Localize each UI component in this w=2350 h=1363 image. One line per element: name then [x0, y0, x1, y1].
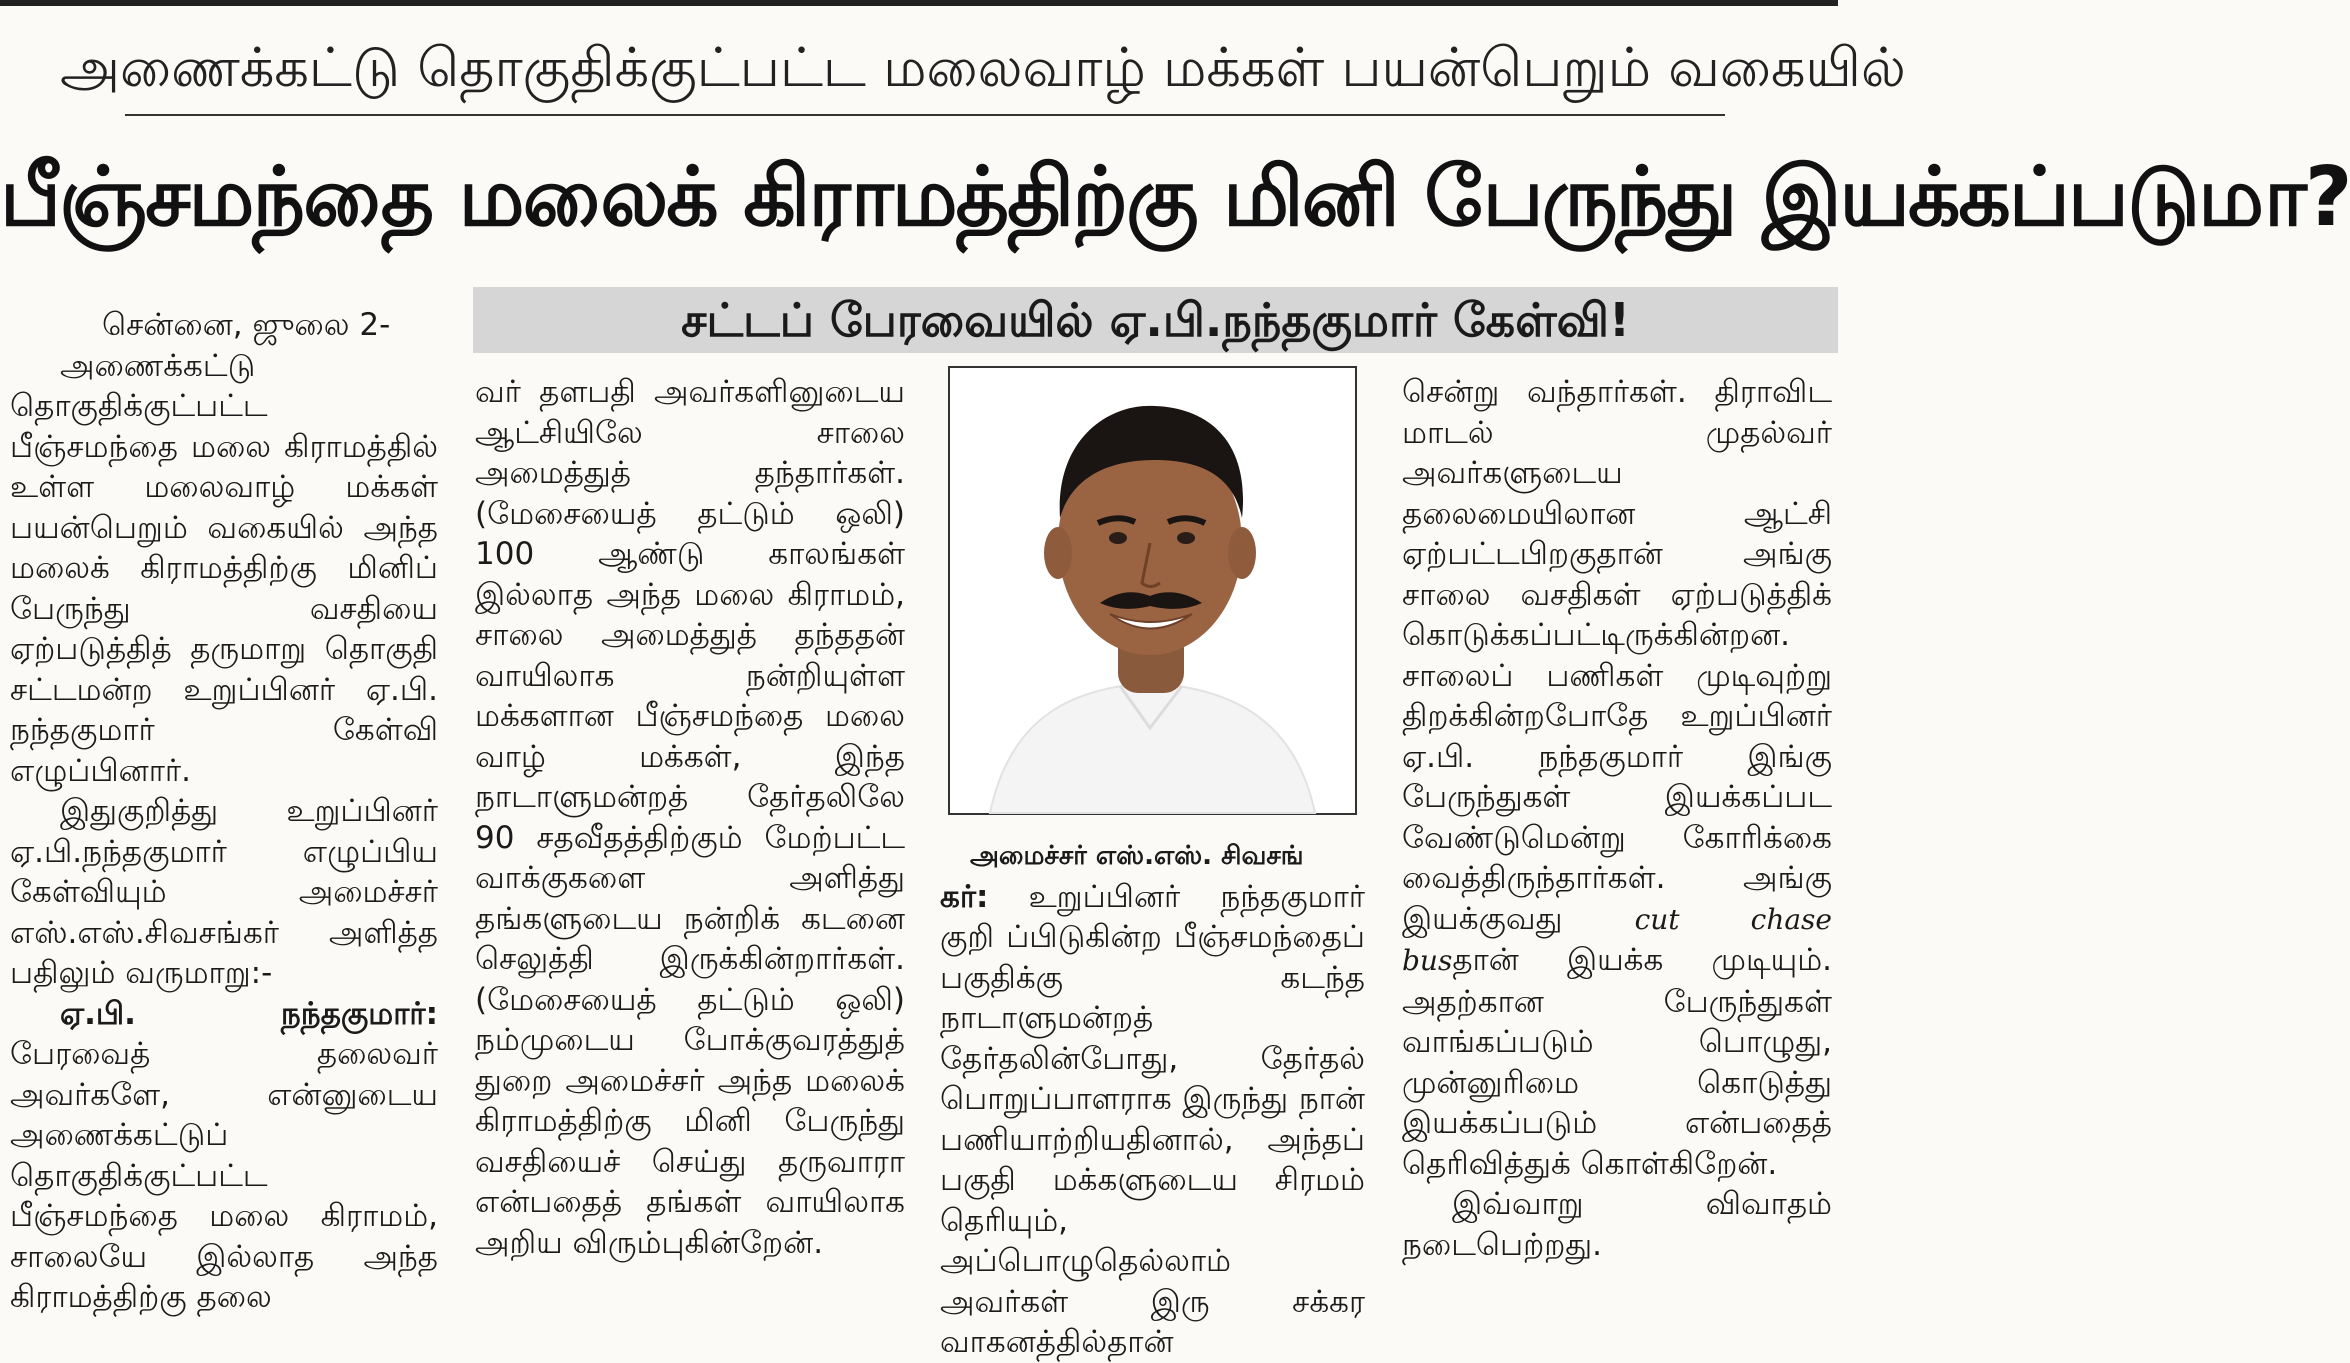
dateline: சென்னை, ஜுலை 2-: [102, 307, 391, 343]
latin-bus-term: cut chase bus: [1402, 902, 1832, 977]
col3-paragraph-1: [940, 877, 1365, 1363]
column-3: [940, 836, 1365, 1363]
article-kicker: அணைக்கட்டு தொகுதிக்குட்பட்ட மலைவாழ் மக்கள் பயன்பெறும் வகையில்: [60, 36, 1906, 99]
col2-paragraph-1: வர் தளபதி அவர்களினுடைய ஆட்சியிலே சாலை அமைத்துத் தந்தார்கள். (மேசையைத் தட்டும் ஒலி) 100 ஆண்டு காலங்கள் இல்லாத அந்த மலை கிராமம், சாலை அமைத்துத் தந்ததன் வாயிலாக நன்றியுள்ள மக்களான பீஞ்சமந்தை மலை வாழ் மக்கள், இந்த நாடாளுமன்றத் தேர்தலிலே 90 சதவீதத்திற்கும் மேற்பட்ட வாக்குகளை அளித்து தங்களுடைய நன்றிக் கடனை செலுத்தி இருக்கின்றார்கள். (மேசையைத் தட்டும் ஒலி) நம்முடைய போக்குவரத்துத் துறை அமைச்சர் அந்த மலைக் கிராமத்திற்கு மினி பேருந்து வசதியைச் செய்து தருவாரா என்பதைத் தங்கள் வாயிலாக அறிய விரும்புகின்றேன்.: [475, 374, 905, 1261]
col4-paragraph-1a: சென்று வந்தார்கள். திராவிட மாடல் முதல்வர் அவர்களுடைய தலைமையிலான ஆட்சி ஏற்பட்டபிறகுதான் அங்கு சாலை வசதிகள் ஏற்படுத்திக் கொடுக்கப்பட்டிருக்கின்றன. சாலைப் பணிகள் முடிவுற்று திறக்கின்றபோதே உறுப்பினர் ஏ.பி. நந்தகுமார் இங்கு பேருந்துகள் இயக்கப்பட வேண்டுமென்று கோரிக்கை வைத்திருந்தார்கள். அங்கு இயக்குவது: [1402, 374, 1832, 937]
portrait-image: [950, 368, 1355, 813]
column-2: [475, 372, 905, 1263]
col1-paragraph-1: அணைக்கட்டு தொகுதிக்குட்பட்ட பீஞ்சமந்தை மலை கிராமத்தில் உள்ள மலைவாழ் மக்கள் பயன்பெறும் வகையில் அந்த மலைக் கிராமத்திற்கு மினிப் பேருந்து வசதியை ஏற்படுத்தித் தருமாறு தொகுதி சட்டமன்ற உறுப்பினர் ஏ.பி. நந்தகுமார் கேள்வி எழுப்பினார்.: [10, 347, 438, 789]
kicker-rule: [125, 114, 1725, 116]
col1-paragraph-3: [10, 994, 438, 1318]
col4-paragraph-1b: தான் இயக்க முடியும். அதற்கான பேருந்துகள் வாங்கப்படும் பொழுது, முன்னுரிமை கொடுத்து இயக்கப்படும் என்பதைத் தெரிவித்துக் கொள்கிறேன்.: [1402, 942, 1832, 1182]
col3-paragraph-1-text: உறுப்பினர் நந்தகுமார் குறி ப்பிடுகின்ற பீஞ்சமந்தைப் பகுதிக்கு கடந்த நாடாளுமன்றத் தேர்தலின்போது, தேர்தல் பொறுப்பாளராக இருந்து நான் பணியாற்றியதினால், அந்தப் பகுதி மக்களுடைய சிரமம் தெரியும், அப்பொழுதெல்லாம் அவர்கள் இரு சக்கர வாகனத்தில்தான்: [940, 878, 1365, 1360]
col4-paragraph-1: [1402, 372, 1832, 1184]
col4-paragraph-2: இவ்வாறு விவாதம் நடைபெற்றது.: [1402, 1186, 1832, 1263]
speaker-minister-line-1: அமைச்சர் எஸ்.எஸ். சிவசங்: [970, 841, 1304, 871]
col1-paragraph-2: இதுகுறித்து உறுப்பினர் ஏ.பி.நந்தகுமார் எழுப்பிய கேள்வியும் அமைச்சர் எஸ்.எஸ்.சிவசங்கர் அளித்த பதிலும் வருமாறு:-: [10, 793, 438, 991]
col1-paragraph-3-text: பேரவைத் தலைவர் அவர்களே, என்னுடைய அணைக்கட்டுப் தொகுதிக்குட்பட்ட பீஞ்சமந்தை மலை கிராமம், சாலையே இல்லாத அந்த கிராமத்திற்கு தலை: [10, 1036, 438, 1315]
top-rule: [0, 0, 1838, 6]
speaker-nandakumar: ஏ.பி. நந்தகுமார்:: [60, 995, 438, 1032]
article-subhead: சட்டப் பேரவையில் ஏ.பி.நந்தகுமார் கேள்வி!: [681, 293, 1630, 347]
minister-photo: [948, 366, 1357, 815]
column-4: [1402, 372, 1832, 1265]
speaker-minister-line-2: கர்:: [940, 878, 989, 915]
article-headline: பீஞ்சமந்தை மலைக் கிராமத்திற்கு மினி பேருந்து இயக்கப்படுமா?: [0, 150, 2350, 245]
column-1: [10, 305, 438, 1318]
